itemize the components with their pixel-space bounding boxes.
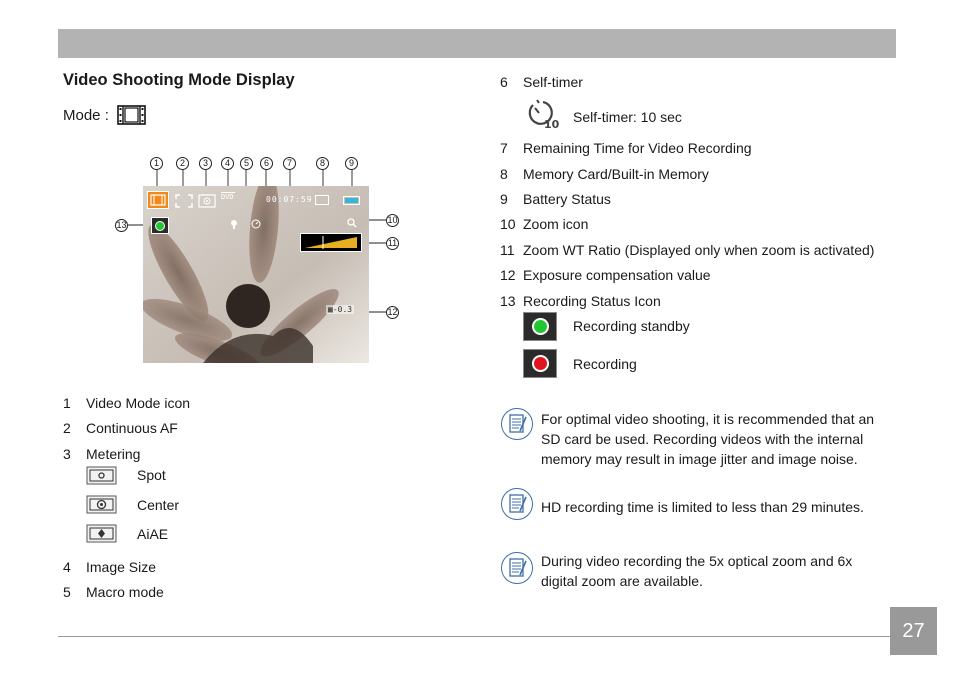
callout-12: 12 — [387, 307, 398, 317]
item-label: Self-timer — [523, 74, 583, 90]
item-number: 1 — [63, 395, 71, 411]
item-number: 7 — [500, 140, 508, 156]
item-number: 4 — [63, 559, 71, 575]
callout-5: 5 — [240, 157, 253, 170]
item-label: Zoom WT Ratio (Displayed only when zoom is activated) — [523, 242, 875, 258]
exposure-icon: ▦ — [328, 305, 333, 314]
metering-icon — [198, 194, 216, 213]
note-line: HD recording time is limited to less than 29 minutes. — [541, 499, 864, 515]
callout-10: 10 — [387, 215, 398, 225]
aiae-metering-icon — [86, 524, 117, 548]
zoom-ratio-bar — [300, 233, 362, 252]
item-number: 11 — [500, 242, 515, 258]
item-label: Remaining Time for Video Recording — [523, 140, 752, 156]
callout-9: 9 — [345, 157, 358, 170]
recording-icon — [523, 349, 557, 378]
self-timer-screen-icon — [251, 216, 261, 234]
aiae-label: AiAE — [137, 526, 169, 542]
callout-4: 4 — [221, 157, 234, 170]
callout-8: 8 — [316, 157, 329, 170]
callout-1: 1 — [150, 157, 163, 170]
macro-icon — [229, 216, 239, 234]
spot-metering-icon — [86, 466, 117, 490]
self-timer-digits: 10 — [544, 118, 559, 129]
callout-2: 2 — [176, 157, 189, 170]
recording-label: Recording — [573, 356, 637, 372]
item-label: Memory Card/Built-in Memory — [523, 166, 709, 182]
note-icon — [501, 488, 533, 520]
item-label: Battery Status — [523, 191, 611, 207]
battery-icon — [343, 196, 360, 205]
mode-label: Mode : — [63, 107, 109, 124]
callout-11: 11 — [387, 238, 398, 248]
recording-standby-icon — [523, 312, 557, 341]
note-icon — [501, 552, 533, 584]
recording-standby-label: Recording standby — [573, 318, 690, 334]
item-number: 12 — [500, 267, 516, 283]
item-number: 5 — [63, 584, 71, 600]
page-number: 27 — [890, 607, 937, 655]
item-label: Recording Status Icon — [523, 293, 661, 309]
note-icon — [501, 408, 533, 440]
continuous-af-icon — [175, 194, 193, 213]
video-mode-icon — [147, 191, 169, 209]
exposure-value-readout — [326, 305, 354, 314]
item-number: 3 — [63, 446, 71, 462]
memory-icon — [315, 195, 329, 205]
item-label: Macro mode — [86, 584, 164, 600]
item-label: Exposure compensation value — [523, 267, 711, 283]
self-timer-icon — [527, 99, 559, 134]
note-line: digital zoom are available. — [541, 573, 703, 589]
recording-status-screen-icon — [151, 217, 169, 234]
note-line: SD card be used. Recording videos with the internal — [541, 431, 864, 447]
item-number: 8 — [500, 166, 508, 182]
note-text — [541, 551, 852, 591]
item-label: Zoom icon — [523, 216, 589, 232]
footer-rule — [58, 636, 890, 637]
center-label: Center — [137, 497, 180, 513]
callout-3: 3 — [199, 157, 212, 170]
item-number: 6 — [500, 74, 508, 90]
item-number: 10 — [500, 216, 516, 232]
center-metering-icon — [86, 495, 117, 519]
image-size-icon — [221, 192, 235, 201]
spot-label: Spot — [137, 467, 166, 483]
note-text — [541, 497, 864, 517]
item-label: Video Mode icon — [86, 395, 191, 411]
callout-6: 6 — [260, 157, 273, 170]
self-timer-label: Self-timer: 10 sec — [573, 109, 682, 125]
item-number: 13 — [500, 293, 516, 309]
resolution-badge: DVD — [221, 193, 234, 201]
callout-13: 13 — [116, 220, 127, 230]
item-number: 2 — [63, 420, 71, 436]
item-label: Continuous AF — [86, 420, 178, 436]
note-line: memory may result in image jitter and image noise. — [541, 451, 858, 467]
item-label: Metering — [86, 446, 141, 462]
note-text — [541, 409, 874, 469]
section-title: Video Shooting Mode Display — [63, 71, 295, 89]
exposure-value: -0.3 — [332, 305, 353, 314]
item-label: Image Size — [86, 559, 157, 575]
callout-7: 7 — [283, 157, 296, 170]
zoom-icon — [347, 215, 357, 233]
remaining-time-readout: 00:07:59 — [266, 195, 313, 204]
item-number: 9 — [500, 191, 508, 207]
note-line: For optimal video shooting, it is recommended that an — [541, 411, 875, 427]
camera-screen — [143, 186, 369, 363]
note-line: During video recording the 5x optical zoom and 6x — [541, 553, 853, 569]
